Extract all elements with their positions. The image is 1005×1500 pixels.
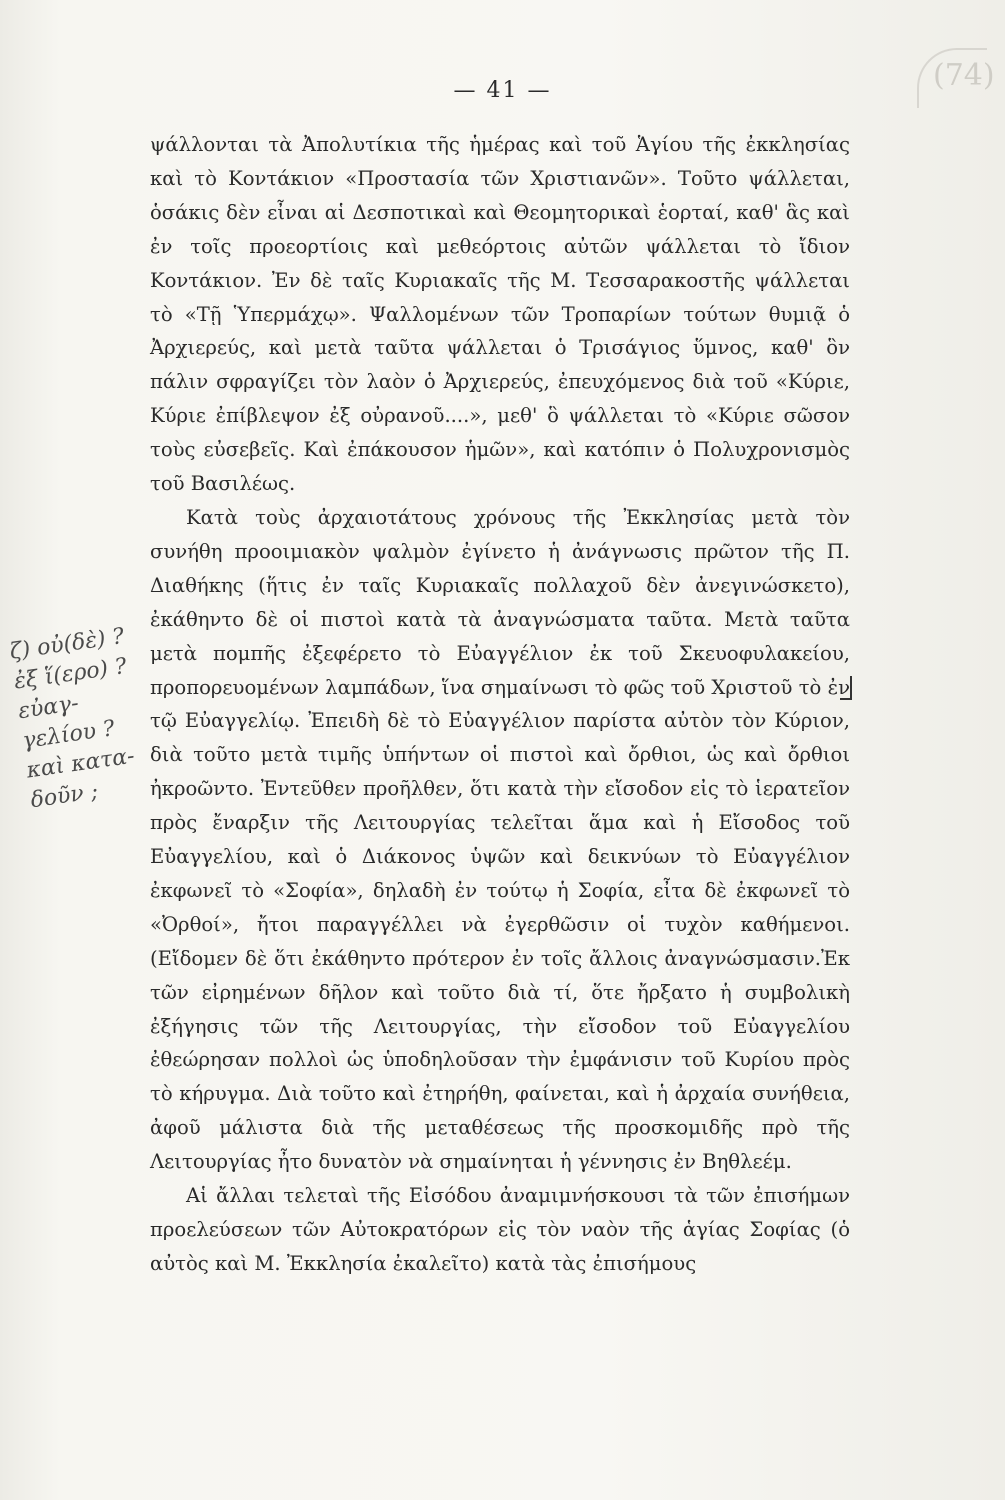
paragraph-2: Κατὰ τοὺς ἀρχαιοτάτους χρόνους τῆς Ἐκκλησίας μετὰ τὸν συνήθη προοιμιακὸν ψαλμὸν ἐγίνετο ἡ ἀνάγνωσις πρῶτον τῆς Π. Διαθήκης (ἥτις ἐν ταῖς Κυριακαῖς πολλαχοῦ δὲν ἀνεγινώσκετο), ἐκάθηντο δὲ οἱ πιστοὶ κατὰ τὰ ἀναγνώσματα ταῦτα. Μετὰ ταῦτα μετὰ πομπῆς ἐξεφέρετο τὸ Εὐαγγέλιον ἐκ τοῦ Σκευοφυλακείου, προπορευομένων λαμπάδων, ἵνα σημαίνωσι τὸ φῶς τοῦ Χριστοῦ τὸ ἐν τῷ Εὐαγγελίῳ. Ἐπειδὴ δὲ τὸ Εὐαγγέλιον παρίστα αὐτὸν τὸν Κύριον, διὰ τοῦτο μετὰ τιμῆς ὑπήντων οἱ πιστοὶ καὶ ὄρθιοι, ὡς καὶ ὄρθιοι ἠκροῶντο. Ἐντεῦθεν προῆλθεν, ὅτι κατὰ τὴν εἴσοδον εἰς τὸ ἱερατεῖον πρὸς ἔναρξιν τῆς Λειτουργίας τελεῖται ἅμα καὶ ἡ Εἴσοδος τοῦ Εὐαγγελίου, καὶ ὁ Διάκονος ὑψῶν καὶ δεικνύων τὸ Εὐαγγέλιον ἐκφωνεῖ τὸ «Σοφία», δηλαδὴ ἐν τούτῳ ἡ Σοφία, εἶτα δὲ ἐκφωνεῖ τὸ «Ὀρθοί», ἤτοι παραγγέλλει νὰ ἐγερθῶσιν οἱ τυχὸν καθήμενοι.(Εἴδομεν δὲ ὅτι ἐκάθηντο πρότερον ἐν τοῖς ἄλλοις ἀναγνώσμασιν.Ἐκ τῶν εἰρημένων δῆλον καὶ τοῦτο διὰ τί, ὅτε ἤρξατο ἡ συμβολικὴ ἐξήγησις τῶν τῆς Λειτουργίας, τὴν εἴσοδον τοῦ Εὐαγγελίου ἐθεώρησαν πολλοὶ ὡς ὑποδηλοῦσαν τὴν ἐμφάνισιν τοῦ Κυρίου πρὸς τὸ κήρυγμα. Διὰ τοῦτο καὶ ἐτηρήθη, φαίνεται, καὶ ἡ ἀρχαία συνήθεια, ἀφοῦ μάλιστα διὰ τῆς μεταθέσεως τῆς προσκομιδῆς πρὸ τῆς Λειτουργίας ἦτο δυνατὸν νὰ σημαίνηται ἡ γέννησις ἐν Βηθλεέμ. [150, 505, 850, 1174]
corner-page-mark: (74) [917, 48, 987, 108]
paragraph-1: ψάλλονται τὰ Ἀπολυτίκια τῆς ἡμέρας καὶ τοῦ Ἁγίου τῆς ἐκκλησίας καὶ τὸ Κοντάκιον «Προστασία τῶν Χριστιανῶν». Τοῦτο ψάλλεται, ὁσάκις δὲν εἶναι αἱ Δεσποτικαὶ καὶ Θεομητορικαὶ ἑορταί, καθ' ἃς καὶ ἐν τοῖς προεορτίοις καὶ μεθεόρτοις αὐτῶν ψάλλεται τὸ ἴδιον Κοντάκιον. Ἐν δὲ ταῖς Κυριακαῖς τῆς Μ. Τεσσαρακοστῆς ψάλλεται τὸ «Τῇ Ὑπερμάχῳ». Ψαλλομένων τῶν Τροπαρίων τούτων θυμιᾷ ὁ Ἀρχιερεύς, καὶ μετὰ ταῦτα ψάλλεται ὁ Τρισάγιος ὕμνος, καθ' ὃν πάλιν σφραγίζει τὸν λαὸν ὁ Ἀρχιερεύς, ἐπευχόμενος διὰ τοῦ «Κύριε, Κύριε ἐπίβλεψον ἐξ οὐρανοῦ....», μεθ' ὃ ψάλλεται τὸ «Κύριε σῶσον τοὺς εὐσεβεῖς. Καὶ ἐπάκουσον ἡμῶν», καὶ κατόπιν ὁ Πολυχρονισμὸς τοῦ Βασιλέως. [150, 133, 850, 496]
margin-note-line: δοῦν ; [29, 779, 100, 814]
margin-note-line: καὶ κατα- [24, 743, 137, 784]
margin-note-line: ἐξ ἵ(ερο) ? [12, 653, 129, 695]
text-body [150, 128, 850, 1281]
handwritten-margin-note [8, 617, 184, 836]
margin-note-line: γελίου ? [20, 716, 117, 754]
margin-note-line: εὐαγ- [16, 690, 81, 725]
margin-note-line: ζ) οὐ(δὲ) ? [8, 623, 126, 665]
handwritten-bracket-mark [840, 676, 852, 700]
paragraph-3: Αἱ ἄλλαι τελεταὶ τῆς Εἰσόδου ἀναμιμνήσκουσι τὰ τῶν ἐπισήμων προελεύσεων τῶν Αὐτοκρατόρων εἰς τὸν ναὸν τῆς ἁγίας Σοφίας (ὁ αὐτὸς καὶ Μ. Ἐκκλησία ἐκαλεῖτο) κατὰ τὰς ἐπισήμους [150, 1184, 850, 1275]
page-number: — 41 — [453, 78, 552, 103]
